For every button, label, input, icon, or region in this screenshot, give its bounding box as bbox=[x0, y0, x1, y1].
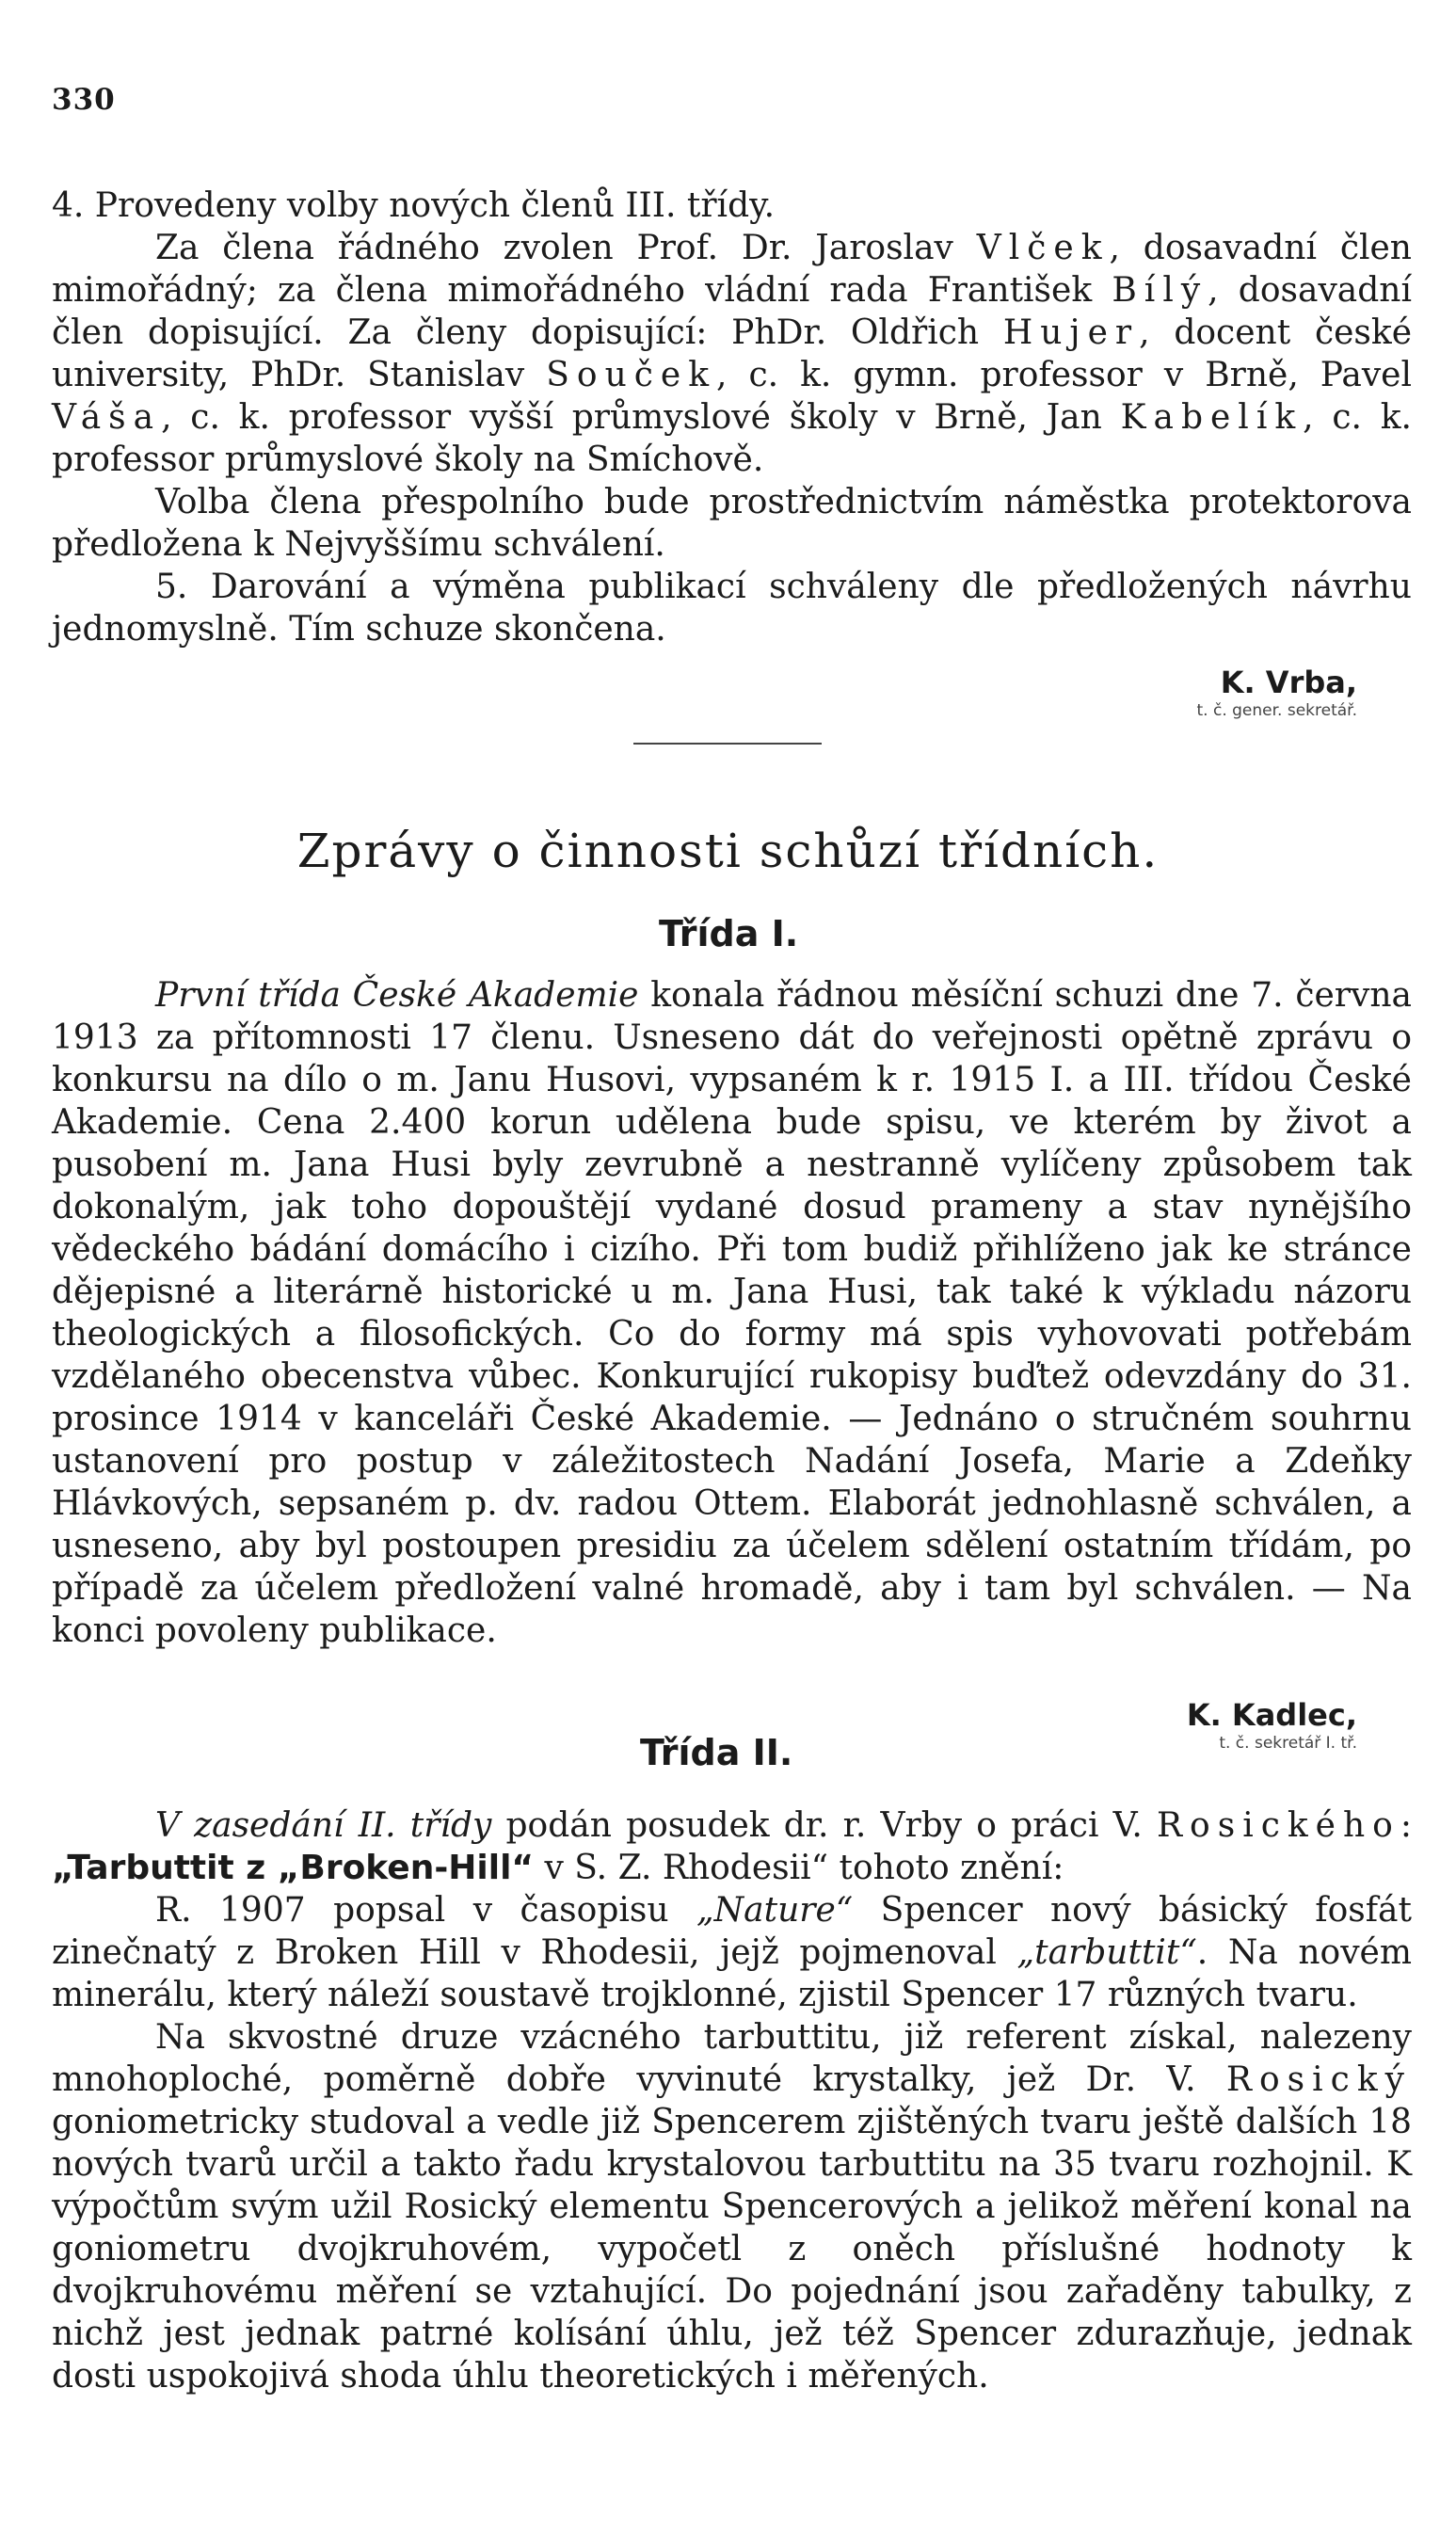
signature-kadlec bbox=[1187, 1696, 1357, 1753]
text-run: : bbox=[1400, 1806, 1412, 1845]
text-run: , dosavadní člen dopisující. Za členy dopisující: PhDr. Oldřich bbox=[52, 271, 1412, 352]
mineral-name: „tarbuttit“ bbox=[1016, 1933, 1197, 1972]
member-name: Kabelík bbox=[1120, 398, 1304, 437]
signature-role: t. č. sekretář I. tř. bbox=[1219, 1734, 1357, 1753]
text-run: Spencer nový básický fosfát zinečnatý z Broken Hill v Rhodesii, jejž pojmenoval bbox=[52, 1891, 1412, 1972]
text-run: , c. k. professor vyšší průmyslové školy v Brně, Jan bbox=[161, 398, 1121, 437]
text-run: Na skvostné druze vzácného tarbuttitu, již referent získal, nalezeny mnohoploché, poměrně dobře vyvinuté krystalky, jež Dr. V. bbox=[52, 2018, 1412, 2099]
item-4-block bbox=[52, 184, 1412, 650]
signature-role: t. č. gener. sekretář. bbox=[1196, 701, 1357, 720]
page-number: 330 bbox=[52, 83, 116, 117]
author-name: Rosický bbox=[1225, 2060, 1412, 2099]
text-run: R. 1907 popsal v časopisu bbox=[155, 1891, 697, 1930]
item-4-lead-text: 4. Provedeny volby nových členů III. třídy. bbox=[52, 186, 776, 225]
text-run: , dosavadní člen mimořádný; za člena mimořádného vládní rada František bbox=[52, 229, 1412, 310]
text-run: v S. Z. Rhodesii“ tohoto znění: bbox=[534, 1849, 1064, 1887]
class-2-lead: V zasedání II. třídy bbox=[155, 1806, 492, 1845]
class-2-intro-paragraph bbox=[52, 1804, 1412, 1889]
member-name: Váša bbox=[52, 398, 162, 437]
class-1-paragraph bbox=[52, 974, 1412, 1652]
signature-vrba bbox=[1197, 664, 1358, 720]
class-2-report bbox=[52, 1804, 1412, 2397]
text-run: Za člena řádného zvolen Prof. Dr. Jaroslav bbox=[155, 229, 977, 267]
text-run: podán posudek dr. r. Vrby o práci V. bbox=[491, 1806, 1157, 1845]
signature-name: K. Kadlec, bbox=[1186, 1697, 1357, 1733]
item-4-lead bbox=[52, 184, 1412, 227]
section-divider bbox=[633, 743, 822, 745]
item-5-paragraph: 5. Darování a výměna publikací schváleny dle předložených návrhu jednomyslně. Tím schuze skončena. bbox=[52, 568, 1412, 649]
class-2-spencer-paragraph bbox=[52, 1889, 1412, 2016]
class-1-body: konala řádnou měsíční schuzi dne 7. června 1913 za přítomnosti 17 členu. Usneseno dát do veřejnosti opětně zprávu o konkursu na dílo o m. Janu Husovi, vypsaném k r. 1915 I. a III. třídou České Akademie. Cena 2.400 korun udělena bude spisu, ve kterém by život a pusobení m. Jana Husi byly zevrubně a nestranně vylíčeny způsobem tak dokonalým, jak toho dopouštějí vydané dosud prameny a stav nynějšího vědeckého bádání domácího i cizího. Při tom budiž přihlíženo jak ke stránce dějepisné a literárně historické u m. Jana Husi, tak také k výkladu názoru theologických a filosofických. Co do formy má spis vyhovovati potřebám vzdělaného obecenstva vůbec. Konkurující rukopisy buďtež odevzdány do 31. prosince 1914 v kanceláři České Akademie. — Jednáno o stručném souhrnu ustanovení pro postup v záležitostech Nadání Josefa, Marie a Zdeňky Hlávkových, sepsaném p. dv. radou Ottem. Elaborát jednohlasně schválen, a usneseno, aby byl postoupen presidiu za účelem sdělení ostatním třídám, po případě za účelem předložení valné hromadě, aby i tam byl schválen. — Na konci povoleny publikace. bbox=[52, 976, 1412, 1650]
class-1-heading: Třída I. bbox=[659, 913, 799, 954]
signature-name: K. Vrba, bbox=[1220, 665, 1357, 700]
class-1-report bbox=[52, 974, 1412, 1652]
paper-title: „Tarbuttit z „Broken-Hill“ bbox=[52, 1849, 535, 1887]
text-run: . Na novém minerálu, který náleží soustavě trojklonné, zjistil Spencer 17 různých tvaru. bbox=[52, 1933, 1412, 2014]
item-4-elections-paragraph bbox=[52, 227, 1412, 481]
member-name: Hujer bbox=[1002, 313, 1140, 352]
journal-name: „Nature“ bbox=[696, 1891, 854, 1930]
member-name: Souček bbox=[546, 356, 717, 394]
text-run: , c. k. gymn. professor v Brně, Pavel bbox=[716, 356, 1413, 394]
section-title: Zprávy o činnosti schůzí třídních. bbox=[296, 824, 1160, 878]
class-2-heading: Třída II. bbox=[640, 1732, 793, 1773]
class-2-findings-paragraph bbox=[52, 2016, 1412, 2397]
author-name: Rosického bbox=[1156, 1806, 1400, 1845]
member-name: Bílý bbox=[1112, 271, 1208, 310]
class-1-lead: První třída České Akademie bbox=[155, 976, 639, 1015]
text-run: , c. k. professor průmyslové školy na Smíchově. bbox=[52, 398, 1412, 479]
text-run: , docent české university, PhDr. Stanislav bbox=[52, 313, 1413, 394]
item-4-foreign-member-paragraph: Volba člena přespolního bude prostřednictvím náměstka protektorova předložena k Nejvyššímu schválení. bbox=[52, 483, 1412, 564]
member-name: Vlček bbox=[976, 229, 1110, 267]
text-run: goniometricky studoval a vedle již Spencerem zjištěných tvaru ještě dalších 18 nových tvarů určil a takto řadu krystalovou tarbuttitu na 35 tvaru rozhojnil. K výpočtům svým užil Rosický elementu Spencerových a jelikož měření konal na goniometru dvojkruhovém, vypočetl z oněch příslušné hodnoty k dvojkruhovému měření se vztahující. Do pojednání jsou zařaděny tabulky, z nichž jest jednak patrné kolísání úhlu, jež též Spencer zdurazňuje, jednak dosti uspokojivá shoda úhlu theoretických i měřených. bbox=[52, 2103, 1412, 2396]
